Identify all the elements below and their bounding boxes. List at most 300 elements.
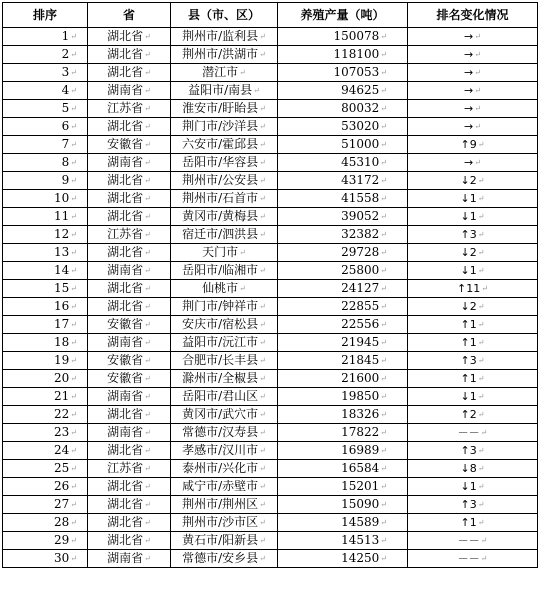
production-cell: [278, 514, 408, 532]
production-cell: [278, 190, 408, 208]
county-cell: [171, 532, 278, 550]
paragraph-mark-icon: ↵: [259, 319, 266, 329]
province-cell: [88, 136, 171, 154]
paragraph-mark-icon: ↵: [70, 157, 77, 167]
county-text: 黄冈市/武穴市: [182, 407, 259, 422]
rank-text: 28: [54, 515, 70, 530]
paragraph-mark-icon: ↵: [477, 337, 485, 347]
rank-cell: [3, 244, 88, 262]
paragraph-mark-icon: ↵: [70, 283, 77, 293]
production-cell: [278, 154, 408, 172]
province-cell: [88, 190, 171, 208]
province-text: 湖北省: [107, 443, 144, 458]
paragraph-mark-icon: ↵: [477, 355, 485, 365]
production-text: 22556: [341, 317, 380, 332]
paragraph-mark-icon: ↵: [144, 517, 151, 527]
county-cell: [171, 316, 278, 334]
paragraph-mark-icon: ↵: [477, 247, 485, 257]
paragraph-mark-icon: ↵: [70, 229, 77, 239]
table-row: [3, 28, 538, 46]
production-text: 107053: [333, 65, 380, 80]
paragraph-mark-icon: ↵: [259, 391, 266, 401]
rank-text: 30: [54, 551, 70, 566]
rank-text: 24: [54, 443, 70, 458]
province-text: 湖北省: [107, 515, 144, 530]
county-cell: [171, 28, 278, 46]
rank-change-cell: [408, 460, 538, 478]
rank-text: 16: [54, 299, 70, 314]
production-text: 22855: [341, 299, 380, 314]
rank-text: 5: [61, 101, 70, 116]
rank-cell: [3, 406, 88, 424]
paragraph-mark-icon: ↵: [477, 301, 485, 311]
county-cell: [171, 226, 278, 244]
table-row: [3, 370, 538, 388]
paragraph-mark-icon: ↵: [239, 283, 246, 293]
county-text: 六安市/霍邱县: [182, 137, 259, 152]
county-text: 荆门市/钟祥市: [182, 299, 259, 314]
county-cell: [171, 406, 278, 424]
paragraph-mark-icon: ↵: [144, 373, 151, 383]
paragraph-mark-icon: ↵: [380, 355, 387, 365]
paragraph-mark-icon: ↵: [474, 121, 481, 131]
rank-change-text: →: [464, 156, 474, 169]
table-row: [3, 334, 538, 352]
county-cell: [171, 208, 278, 226]
county-text: 潜江市: [202, 65, 239, 80]
county-cell: [171, 172, 278, 190]
rank-change-text: ↓1: [460, 390, 477, 403]
paragraph-mark-icon: ↵: [477, 211, 485, 221]
paragraph-mark-icon: ↵: [70, 193, 77, 203]
paragraph-mark-icon: ↵: [380, 499, 387, 509]
province-cell: [88, 496, 171, 514]
paragraph-mark-icon: ↵: [144, 211, 151, 221]
paragraph-mark-icon: ↵: [259, 535, 266, 545]
paragraph-mark-icon: ↵: [144, 175, 151, 185]
rank-text: 7: [61, 137, 70, 152]
header-production: 养殖产量（吨）: [278, 3, 408, 28]
paragraph-mark-icon: ↵: [144, 85, 151, 95]
rank-change-text: －－: [457, 552, 480, 565]
rank-change-text: ↑3: [460, 444, 477, 457]
rank-text: 20: [54, 371, 70, 386]
table-row: [3, 190, 538, 208]
rank-change-text: ↓2: [460, 246, 477, 259]
production-cell: [278, 532, 408, 550]
paragraph-mark-icon: ↵: [259, 373, 266, 383]
paragraph-mark-icon: ↵: [380, 535, 387, 545]
county-cell: [171, 352, 278, 370]
production-text: 43172: [341, 173, 380, 188]
header-rank: 排序: [3, 3, 88, 28]
county-text: 泰州市/兴化市: [182, 461, 259, 476]
county-cell: [171, 262, 278, 280]
rank-change-cell: [408, 28, 538, 46]
rank-change-cell: [408, 424, 538, 442]
province-text: 湖南省: [107, 551, 144, 566]
rank-change-text: ↓1: [460, 264, 477, 277]
paragraph-mark-icon: ↵: [144, 481, 151, 491]
county-cell: [171, 442, 278, 460]
rank-change-cell: [408, 208, 538, 226]
rank-text: 8: [61, 155, 70, 170]
rank-change-text: －－: [457, 534, 480, 547]
rank-change-cell: [408, 226, 538, 244]
paragraph-mark-icon: ↵: [380, 409, 387, 419]
rank-cell: [3, 172, 88, 190]
production-text: 21600: [341, 371, 380, 386]
rank-change-cell: [408, 406, 538, 424]
county-cell: [171, 460, 278, 478]
rank-cell: [3, 532, 88, 550]
paragraph-mark-icon: ↵: [259, 409, 266, 419]
paragraph-mark-icon: ↵: [144, 265, 151, 275]
production-cell: [278, 280, 408, 298]
province-cell: [88, 244, 171, 262]
rank-change-cell: [408, 118, 538, 136]
paragraph-mark-icon: ↵: [480, 427, 488, 437]
rank-text: 6: [61, 119, 70, 134]
rank-text: 17: [54, 317, 70, 332]
paragraph-mark-icon: ↵: [477, 463, 485, 473]
production-text: 14513: [341, 533, 380, 548]
rank-change-text: →: [464, 84, 474, 97]
paragraph-mark-icon: ↵: [259, 49, 266, 59]
paragraph-mark-icon: ↵: [380, 337, 387, 347]
paragraph-mark-icon: ↵: [259, 229, 266, 239]
paragraph-mark-icon: ↵: [380, 121, 387, 131]
county-text: 荆门市/沙洋县: [182, 119, 259, 134]
rank-cell: [3, 460, 88, 478]
paragraph-mark-icon: ↵: [70, 85, 77, 95]
paragraph-mark-icon: ↵: [474, 103, 481, 113]
rank-change-cell: [408, 496, 538, 514]
production-text: 94625: [341, 83, 380, 98]
table-row: [3, 352, 538, 370]
province-cell: [88, 370, 171, 388]
production-cell: [278, 460, 408, 478]
table-row: [3, 316, 538, 334]
province-cell: [88, 442, 171, 460]
production-cell: [278, 352, 408, 370]
county-text: 淮安市/盱眙县: [182, 101, 259, 116]
production-cell: [278, 82, 408, 100]
paragraph-mark-icon: ↵: [380, 391, 387, 401]
paragraph-mark-icon: ↵: [144, 139, 151, 149]
rank-change-text: ↑1: [460, 318, 477, 331]
county-cell: [171, 64, 278, 82]
paragraph-mark-icon: ↵: [239, 67, 246, 77]
rank-cell: [3, 388, 88, 406]
province-cell: [88, 280, 171, 298]
paragraph-mark-icon: ↵: [70, 355, 77, 365]
paragraph-mark-icon: ↵: [259, 481, 266, 491]
paragraph-mark-icon: ↵: [70, 409, 77, 419]
rank-cell: [3, 46, 88, 64]
paragraph-mark-icon: ↵: [70, 121, 77, 131]
province-text: 湖北省: [107, 245, 144, 260]
paragraph-mark-icon: ↵: [477, 481, 485, 491]
production-cell: [278, 316, 408, 334]
paragraph-mark-icon: ↵: [144, 337, 151, 347]
paragraph-mark-icon: ↵: [380, 373, 387, 383]
province-text: 湖北省: [107, 407, 144, 422]
rank-change-text: ↓8: [460, 462, 477, 475]
paragraph-mark-icon: ↵: [259, 139, 266, 149]
county-text: 荆州市/公安县: [182, 173, 259, 188]
county-text: 仙桃市: [202, 281, 239, 296]
county-text: 合肥市/长丰县: [182, 353, 259, 368]
production-cell: [278, 28, 408, 46]
production-text: 150078: [333, 29, 380, 44]
rank-change-cell: [408, 154, 538, 172]
province-text: 安徽省: [107, 353, 144, 368]
paragraph-mark-icon: ↵: [480, 535, 488, 545]
table-row: [3, 244, 538, 262]
county-cell: [171, 154, 278, 172]
paragraph-mark-icon: ↵: [477, 265, 485, 275]
table-row: [3, 136, 538, 154]
rank-text: 14: [54, 263, 70, 278]
table-row: [3, 460, 538, 478]
paragraph-mark-icon: ↵: [477, 193, 485, 203]
paragraph-mark-icon: ↵: [70, 175, 77, 185]
table-row: [3, 496, 538, 514]
table-row: [3, 478, 538, 496]
rank-change-cell: [408, 370, 538, 388]
rank-change-cell: [408, 172, 538, 190]
province-cell: [88, 226, 171, 244]
province-cell: [88, 316, 171, 334]
rank-change-cell: [408, 316, 538, 334]
production-cell: [278, 244, 408, 262]
paragraph-mark-icon: ↵: [477, 517, 485, 527]
rank-change-cell: [408, 334, 538, 352]
paragraph-mark-icon: ↵: [144, 355, 151, 365]
rank-change-text: ↓1: [460, 210, 477, 223]
production-text: 15201: [341, 479, 380, 494]
production-text: 41558: [341, 191, 380, 206]
paragraph-mark-icon: ↵: [380, 211, 387, 221]
rank-change-cell: [408, 244, 538, 262]
province-cell: [88, 154, 171, 172]
paragraph-mark-icon: ↵: [144, 427, 151, 437]
province-text: 湖北省: [107, 479, 144, 494]
province-text: 湖北省: [107, 29, 144, 44]
rank-change-text: →: [464, 120, 474, 133]
table-row: [3, 208, 538, 226]
rank-cell: [3, 424, 88, 442]
production-text: 45310: [341, 155, 380, 170]
paragraph-mark-icon: ↵: [144, 319, 151, 329]
rank-change-cell: [408, 442, 538, 460]
paragraph-mark-icon: ↵: [144, 247, 151, 257]
county-text: 孝感市/汉川市: [182, 443, 259, 458]
table-body: [3, 28, 538, 568]
rank-change-text: →: [464, 102, 474, 115]
rank-text: 18: [54, 335, 70, 350]
county-text: 岳阳市/华容县: [182, 155, 259, 170]
rank-change-text: →: [464, 66, 474, 79]
rank-change-cell: [408, 298, 538, 316]
production-text: 19850: [341, 389, 380, 404]
production-text: 29728: [341, 245, 380, 260]
province-cell: [88, 100, 171, 118]
province-text: 湖南省: [107, 389, 144, 404]
province-text: 江苏省: [107, 461, 144, 476]
table-header-row: [3, 3, 538, 28]
county-text: 益阳市/南县: [188, 83, 253, 98]
province-cell: [88, 424, 171, 442]
paragraph-mark-icon: ↵: [70, 211, 77, 221]
paragraph-mark-icon: ↵: [477, 319, 485, 329]
province-cell: [88, 118, 171, 136]
paragraph-mark-icon: ↵: [259, 337, 266, 347]
province-text: 江苏省: [107, 227, 144, 242]
rank-change-cell: [408, 262, 538, 280]
county-text: 荆州市/洪湖市: [182, 47, 259, 62]
rank-change-cell: [408, 388, 538, 406]
rank-change-text: ↓1: [460, 192, 477, 205]
province-cell: [88, 514, 171, 532]
paragraph-mark-icon: ↵: [477, 409, 485, 419]
rank-text: 11: [54, 209, 70, 224]
production-cell: [278, 64, 408, 82]
rank-cell: [3, 82, 88, 100]
paragraph-mark-icon: ↵: [380, 103, 387, 113]
rank-change-cell: [408, 352, 538, 370]
province-text: 湖南省: [107, 335, 144, 350]
table-row: [3, 154, 538, 172]
county-cell: [171, 190, 278, 208]
province-text: 湖北省: [107, 65, 144, 80]
rank-text: 21: [54, 389, 70, 404]
production-cell: [278, 442, 408, 460]
production-cell: [278, 136, 408, 154]
county-text: 荆州市/石首市: [182, 191, 259, 206]
paragraph-mark-icon: ↵: [477, 445, 485, 455]
production-text: 17822: [341, 425, 380, 440]
province-text: 湖北省: [107, 173, 144, 188]
paragraph-mark-icon: ↵: [144, 157, 151, 167]
province-text: 安徽省: [107, 371, 144, 386]
county-text: 荆州市/沙市区: [182, 515, 259, 530]
production-text: 53020: [341, 119, 380, 134]
paragraph-mark-icon: ↵: [380, 445, 387, 455]
rank-change-text: ↑3: [460, 498, 477, 511]
paragraph-mark-icon: ↵: [144, 31, 151, 41]
rank-change-text: ↑3: [460, 354, 477, 367]
rank-cell: [3, 298, 88, 316]
header-rank-change: 排名变化情况: [408, 3, 538, 28]
paragraph-mark-icon: ↵: [259, 427, 266, 437]
table-row: [3, 64, 538, 82]
production-cell: [278, 406, 408, 424]
paragraph-mark-icon: ↵: [259, 499, 266, 509]
production-text: 39052: [341, 209, 380, 224]
paragraph-mark-icon: ↵: [481, 283, 488, 293]
paragraph-mark-icon: ↵: [70, 481, 77, 491]
county-cell: [171, 388, 278, 406]
rank-cell: [3, 496, 88, 514]
production-cell: [278, 388, 408, 406]
county-cell: [171, 370, 278, 388]
table-row: [3, 550, 538, 568]
production-text: 32382: [341, 227, 380, 242]
production-cell: [278, 424, 408, 442]
table-row: [3, 424, 538, 442]
paragraph-mark-icon: ↵: [380, 229, 387, 239]
production-cell: [278, 172, 408, 190]
rank-change-text: ↑1: [460, 336, 477, 349]
paragraph-mark-icon: ↵: [70, 31, 77, 41]
paragraph-mark-icon: ↵: [144, 553, 151, 563]
paragraph-mark-icon: ↵: [144, 391, 151, 401]
rank-change-text: →: [464, 48, 474, 61]
rank-cell: [3, 226, 88, 244]
paragraph-mark-icon: ↵: [144, 67, 151, 77]
county-text: 黄石市/阳新县: [182, 533, 259, 548]
county-cell: [171, 514, 278, 532]
paragraph-mark-icon: ↵: [70, 445, 77, 455]
production-cell: [278, 298, 408, 316]
province-text: 湖北省: [107, 47, 144, 62]
county-cell: [171, 478, 278, 496]
paragraph-mark-icon: ↵: [70, 535, 77, 545]
production-cell: [278, 496, 408, 514]
county-text: 天门市: [202, 245, 239, 260]
rank-text: 3: [61, 65, 70, 80]
rank-change-text: ↓2: [460, 174, 477, 187]
county-cell: [171, 100, 278, 118]
production-cell: [278, 370, 408, 388]
rank-text: 25: [54, 461, 70, 476]
production-cell: [278, 550, 408, 568]
paragraph-mark-icon: ↵: [477, 175, 485, 185]
rank-cell: [3, 100, 88, 118]
table-row: [3, 406, 538, 424]
county-cell: [171, 136, 278, 154]
production-cell: [278, 118, 408, 136]
paragraph-mark-icon: ↵: [380, 265, 387, 275]
county-cell: [171, 550, 278, 568]
rank-text: 27: [54, 497, 70, 512]
paragraph-mark-icon: ↵: [480, 553, 488, 563]
county-cell: [171, 424, 278, 442]
paragraph-mark-icon: ↵: [380, 427, 387, 437]
ranking-table: [2, 2, 538, 568]
rank-cell: [3, 550, 88, 568]
paragraph-mark-icon: ↵: [70, 49, 77, 59]
rank-text: 15: [54, 281, 70, 296]
rank-text: 1: [61, 29, 70, 44]
paragraph-mark-icon: ↵: [70, 553, 77, 563]
paragraph-mark-icon: ↵: [70, 499, 77, 509]
paragraph-mark-icon: ↵: [477, 373, 485, 383]
table-row: [3, 514, 538, 532]
county-cell: [171, 298, 278, 316]
province-cell: [88, 388, 171, 406]
ranking-table-container: [2, 2, 538, 568]
paragraph-mark-icon: ↵: [70, 373, 77, 383]
production-cell: [278, 334, 408, 352]
paragraph-mark-icon: ↵: [144, 409, 151, 419]
province-cell: [88, 478, 171, 496]
province-cell: [88, 352, 171, 370]
province-text: 安徽省: [107, 317, 144, 332]
production-text: 25800: [341, 263, 380, 278]
